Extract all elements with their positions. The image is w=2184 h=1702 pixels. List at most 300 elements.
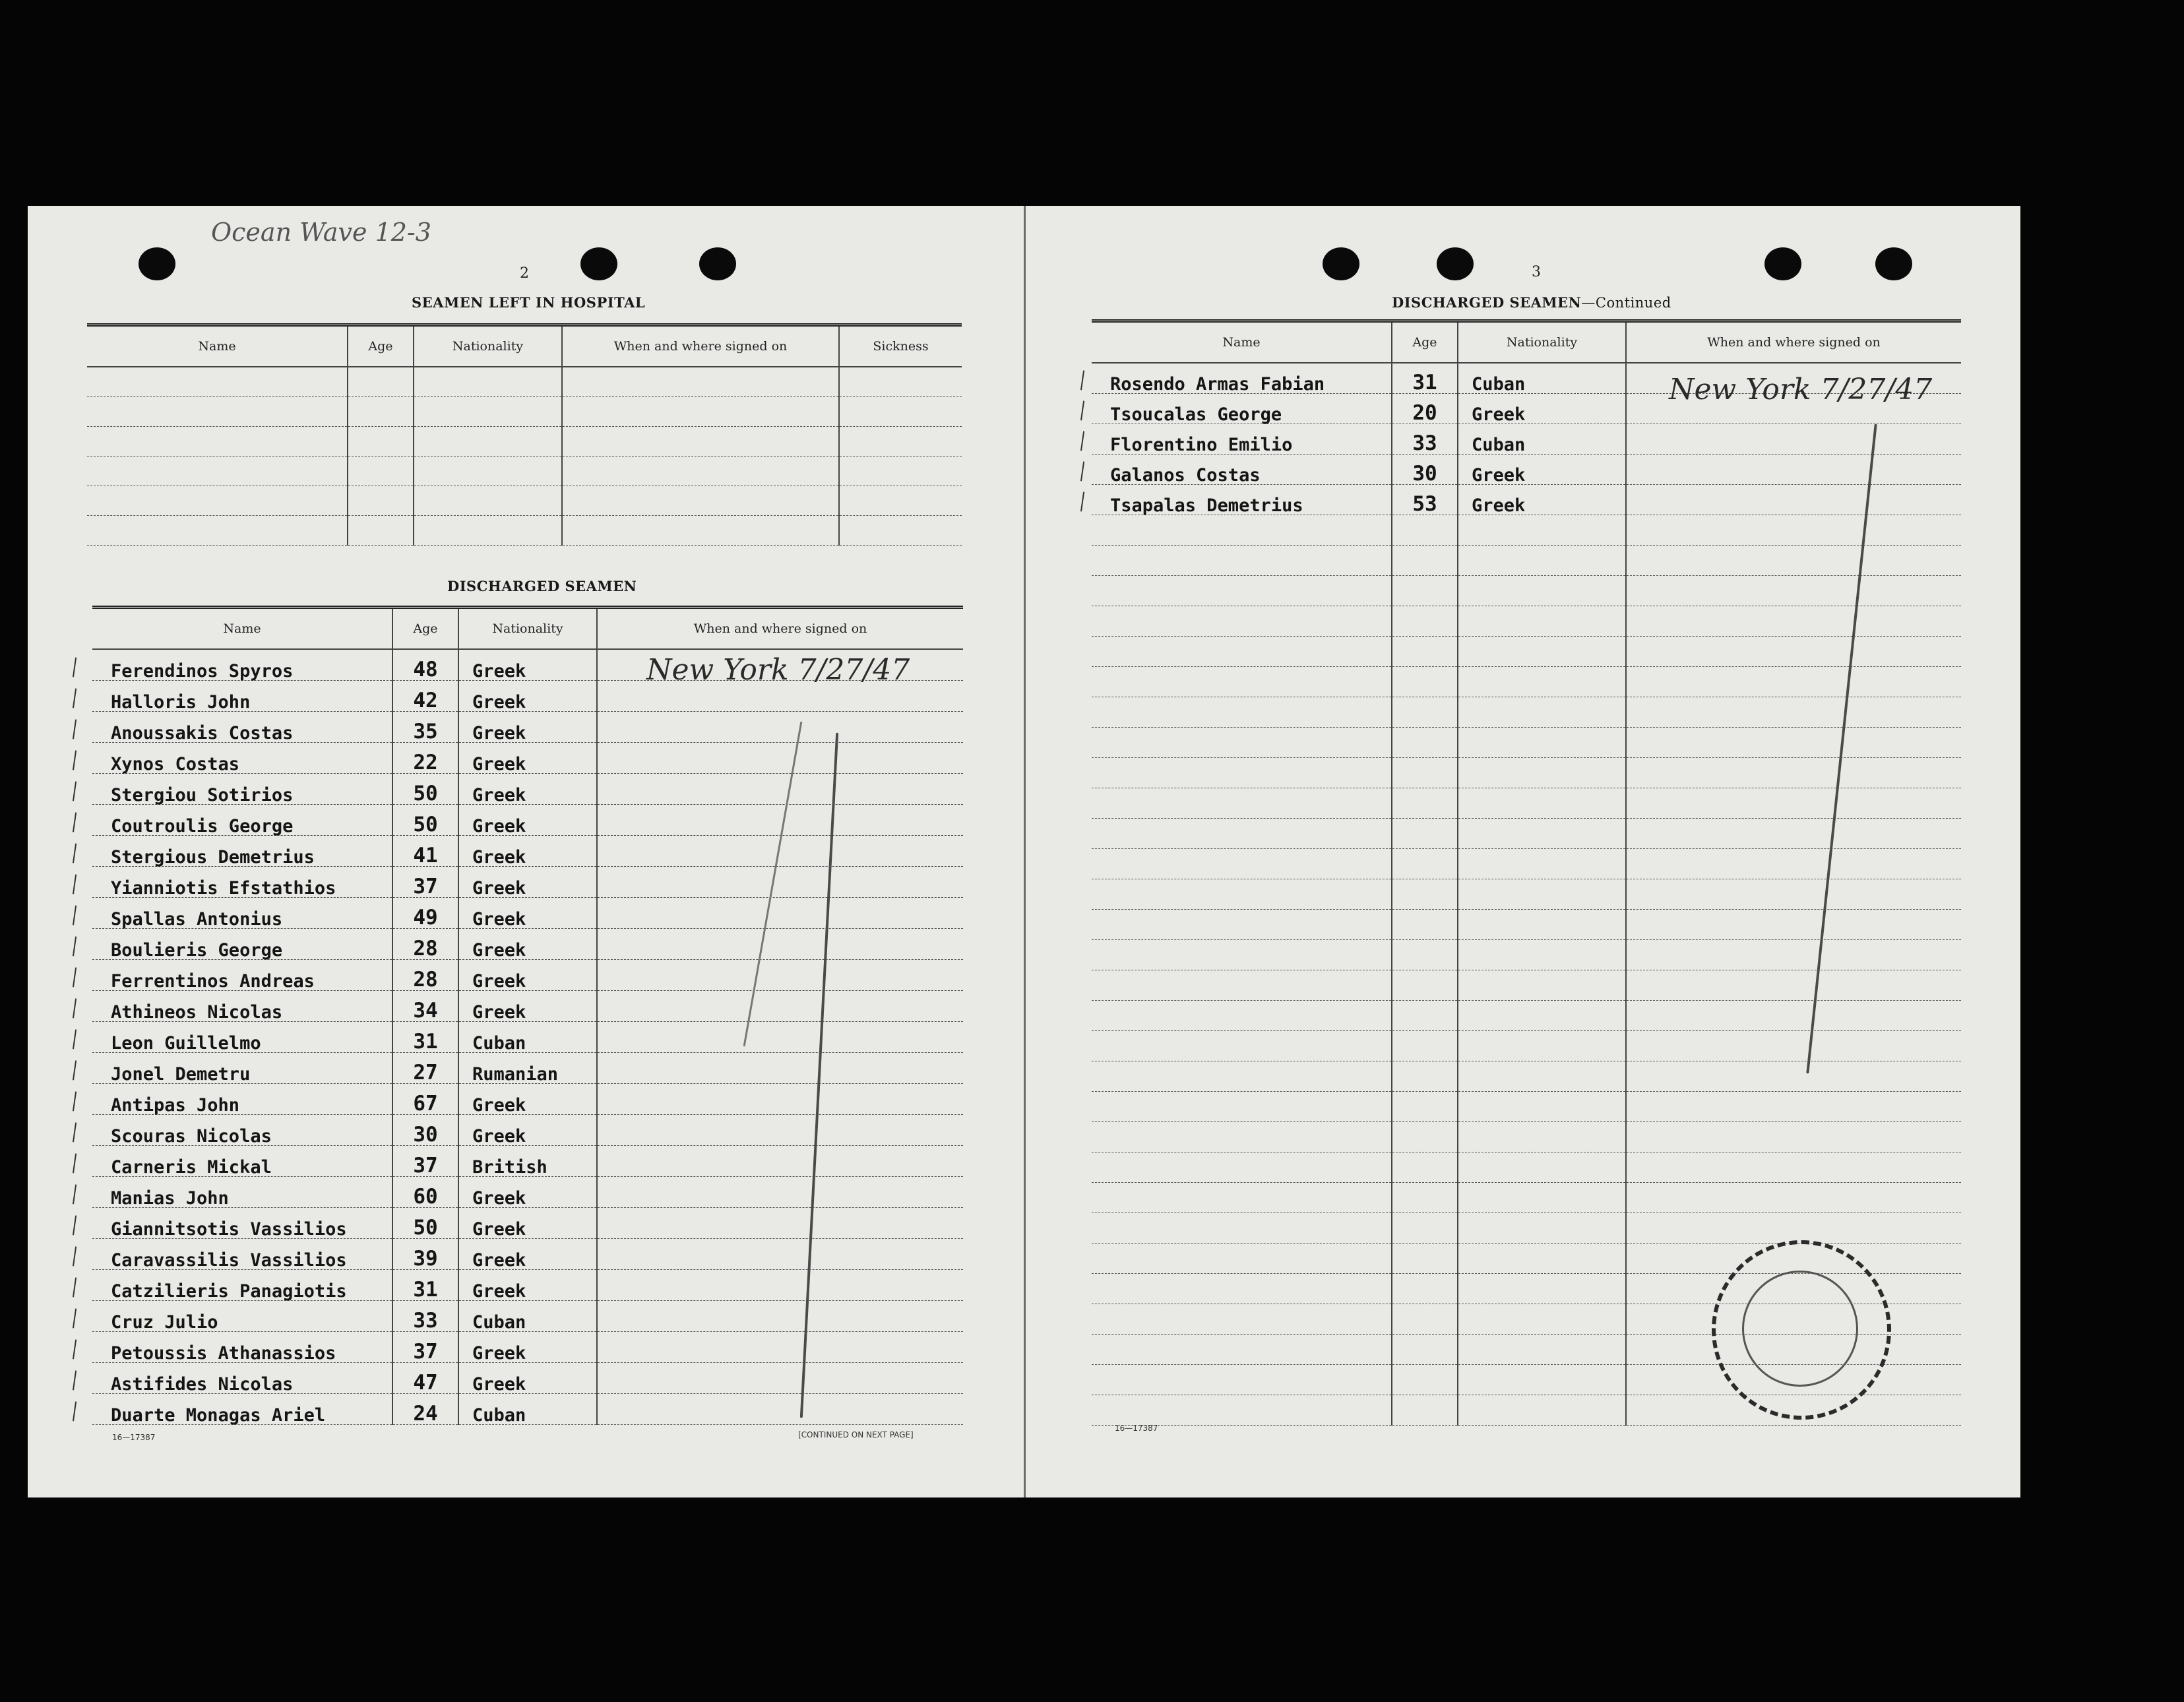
- col-header-nationality: Nationality: [414, 325, 562, 367]
- cell-signed-on: [597, 711, 963, 742]
- punch-hole: [1764, 247, 1801, 280]
- table-row: [1092, 545, 1961, 575]
- cell-nationality: [1458, 757, 1626, 788]
- cell-name: Leon Guillelmo: [92, 1021, 392, 1052]
- cell-nationality: [1458, 1121, 1626, 1152]
- discharged-table: [92, 606, 963, 1425]
- cell-nationality: [1458, 1182, 1626, 1213]
- cell-signed-on: [1626, 454, 1961, 484]
- cell-name: [1092, 757, 1392, 788]
- cell-nationality: Greek: [458, 866, 597, 897]
- cell-signed-on: [1626, 545, 1961, 575]
- cell-name: [1092, 1304, 1392, 1334]
- cell-nationality: [414, 367, 562, 396]
- cell-name: Tsoucalas George: [1092, 393, 1392, 424]
- cell-name: Jonel Demetru: [92, 1052, 392, 1083]
- col-header-signed-on: When and where signed on: [1626, 321, 1961, 363]
- cell-nationality: [1458, 606, 1626, 636]
- continued-note: [CONTINUED ON NEXT PAGE]: [798, 1430, 914, 1439]
- cell-signed-on: [597, 773, 963, 804]
- cell-age: [1392, 1395, 1458, 1425]
- cell-name: Yianniotis Efstathios: [92, 866, 392, 897]
- cell-sickness: [839, 367, 962, 396]
- cell-age: 22: [392, 742, 458, 773]
- table-row: [92, 1145, 963, 1176]
- cell-signed-on: [1626, 879, 1961, 909]
- punch-hole: [1875, 247, 1912, 280]
- cell-age: [348, 486, 414, 515]
- table-row: [92, 990, 963, 1021]
- cell-nationality: [1458, 848, 1626, 879]
- page-number-left: 2: [520, 265, 529, 282]
- signed-on-handwritten-left: New York 7/27/47: [646, 653, 910, 687]
- cell-age: [1392, 636, 1458, 666]
- cell-nationality: [414, 456, 562, 486]
- cell-name: Caravassilis Vassilios: [92, 1238, 392, 1269]
- cell-name: Coutroulis George: [92, 804, 392, 835]
- cell-name: [1092, 606, 1392, 636]
- cell-signed-on: [1626, 788, 1961, 818]
- table-row: [92, 1207, 963, 1238]
- cell-age: 33: [1392, 424, 1458, 454]
- cell-signed-on: [1626, 606, 1961, 636]
- table-row: [92, 1114, 963, 1145]
- cell-age: [1392, 1000, 1458, 1030]
- cell-age: 24: [392, 1393, 458, 1424]
- cell-name: [87, 426, 348, 456]
- cell-nationality: [1458, 666, 1626, 697]
- right-section-title-suffix: —Continued: [1581, 295, 1671, 311]
- cell-name: [1092, 848, 1392, 879]
- cell-age: [1392, 515, 1458, 545]
- cell-signed-on: [597, 1021, 963, 1052]
- cell-signed-on: [1626, 970, 1961, 1000]
- table-row: [1092, 1091, 1961, 1121]
- cell-nationality: [1458, 697, 1626, 727]
- cell-signed-on: [597, 1207, 963, 1238]
- cell-age: 30: [392, 1114, 458, 1145]
- cell-signed-on: [562, 456, 839, 486]
- cell-age: 34: [392, 990, 458, 1021]
- cell-nationality: Greek: [458, 928, 597, 959]
- cell-nationality: Greek: [458, 1238, 597, 1269]
- cell-age: 20: [1392, 393, 1458, 424]
- cell-name: Cruz Julio: [92, 1300, 392, 1331]
- cell-signed-on: [1626, 424, 1961, 454]
- cell-name: [1092, 1243, 1392, 1273]
- cell-name: [1092, 1213, 1392, 1243]
- cell-age: 28: [392, 928, 458, 959]
- cell-signed-on: [597, 1300, 963, 1331]
- table-row: [1092, 939, 1961, 970]
- table-row: [92, 897, 963, 928]
- table-row: [1092, 515, 1961, 545]
- cell-name: [87, 396, 348, 426]
- cell-nationality: [1458, 727, 1626, 757]
- cell-nationality: [414, 486, 562, 515]
- table-row: [92, 1331, 963, 1362]
- punch-hole: [699, 247, 736, 280]
- table-row: [87, 486, 962, 515]
- cell-nationality: [414, 426, 562, 456]
- cell-name: [1092, 970, 1392, 1000]
- cell-sickness: [839, 515, 962, 545]
- table-row: [1092, 909, 1961, 939]
- cell-name: [1092, 879, 1392, 909]
- cell-nationality: [1458, 545, 1626, 575]
- cell-name: Florentino Emilio: [1092, 424, 1392, 454]
- form-number-right: 16—17387: [1115, 1424, 1158, 1433]
- cell-age: [1392, 818, 1458, 848]
- cell-name: Giannitsotis Vassilios: [92, 1207, 392, 1238]
- cell-nationality: Greek: [458, 1362, 597, 1393]
- cell-age: 35: [392, 711, 458, 742]
- cell-nationality: [1458, 1000, 1626, 1030]
- cell-age: 37: [392, 1331, 458, 1362]
- cell-age: 53: [1392, 484, 1458, 515]
- cell-nationality: Greek: [1458, 393, 1626, 424]
- cell-signed-on: [1626, 757, 1961, 788]
- table-row: [87, 515, 962, 545]
- form-number-left: 16—17387: [112, 1433, 156, 1442]
- table-row: [1092, 484, 1961, 515]
- cell-signed-on: [1626, 484, 1961, 515]
- cell-age: 31: [392, 1269, 458, 1300]
- table-row: [92, 711, 963, 742]
- cell-age: [1392, 848, 1458, 879]
- cell-age: [1392, 697, 1458, 727]
- cell-nationality: Greek: [458, 1114, 597, 1145]
- cell-signed-on: [1626, 939, 1961, 970]
- table-row: [87, 396, 962, 426]
- cell-name: Boulieris George: [92, 928, 392, 959]
- col-header-nationality: Nationality: [1458, 321, 1626, 363]
- cell-age: 37: [392, 866, 458, 897]
- cell-name: [1092, 727, 1392, 757]
- cell-signed-on: [562, 515, 839, 545]
- table-row: [1092, 757, 1961, 788]
- cell-nationality: Greek: [458, 649, 597, 680]
- col-header-nationality: Nationality: [458, 608, 597, 650]
- cell-age: [1392, 666, 1458, 697]
- cell-nationality: Rumanian: [458, 1052, 597, 1083]
- page-number-right: 3: [1532, 264, 1541, 280]
- cell-name: [1092, 1000, 1392, 1030]
- cell-nationality: Greek: [458, 1176, 597, 1207]
- right-section-title-main: DISCHARGED SEAMEN: [1392, 294, 1582, 311]
- col-header-signed-on: When and where signed on: [562, 325, 839, 367]
- punch-hole: [580, 247, 617, 280]
- cell-age: 50: [392, 1207, 458, 1238]
- cell-name: [1092, 909, 1392, 939]
- cell-signed-on: [1626, 848, 1961, 879]
- cell-nationality: [1458, 1304, 1626, 1334]
- cell-nationality: [1458, 1243, 1626, 1273]
- cell-name: Stergious Demetrius: [92, 835, 392, 866]
- cell-name: Galanos Costas: [1092, 454, 1392, 484]
- cell-nationality: Greek: [1458, 454, 1626, 484]
- table-row: [92, 1021, 963, 1052]
- cell-age: [1392, 575, 1458, 606]
- cell-age: 41: [392, 835, 458, 866]
- cell-age: 50: [392, 804, 458, 835]
- cell-age: 49: [392, 897, 458, 928]
- table-row: [92, 1362, 963, 1393]
- cell-name: [87, 367, 348, 396]
- cell-signed-on: [597, 804, 963, 835]
- cell-name: Rosendo Armas Fabian: [1092, 363, 1392, 393]
- cell-name: Spallas Antonius: [92, 897, 392, 928]
- table-row: [1092, 1152, 1961, 1182]
- table-row: [92, 959, 963, 990]
- cell-name: [1092, 1091, 1392, 1121]
- cell-name: [1092, 666, 1392, 697]
- cell-signed-on: [597, 959, 963, 990]
- cell-sickness: [839, 456, 962, 486]
- cell-nationality: [1458, 1213, 1626, 1243]
- cell-age: 27: [392, 1052, 458, 1083]
- cell-name: [1092, 1364, 1392, 1395]
- table-row: [1092, 454, 1961, 484]
- cell-signed-on: [1626, 515, 1961, 545]
- cell-nationality: [1458, 879, 1626, 909]
- cell-nationality: Greek: [458, 1331, 597, 1362]
- cell-signed-on: [1626, 1061, 1961, 1091]
- table-row: [87, 456, 962, 486]
- cell-age: [1392, 939, 1458, 970]
- cell-age: [348, 426, 414, 456]
- cell-name: [1092, 1334, 1392, 1364]
- cell-age: [1392, 1273, 1458, 1304]
- cell-signed-on: [562, 367, 839, 396]
- cell-name: [1092, 788, 1392, 818]
- table-row: [1092, 666, 1961, 697]
- cell-name: Anoussakis Costas: [92, 711, 392, 742]
- cell-age: 48: [392, 649, 458, 680]
- table-row: [92, 1300, 963, 1331]
- table-row: [87, 367, 962, 396]
- cell-nationality: [1458, 1061, 1626, 1091]
- date-stamp: [1712, 1240, 1891, 1420]
- cell-nationality: [1458, 515, 1626, 545]
- cell-sickness: [839, 396, 962, 426]
- cell-age: [348, 515, 414, 545]
- table-row: [1092, 697, 1961, 727]
- cell-nationality: Greek: [458, 1207, 597, 1238]
- cell-signed-on: [597, 1269, 963, 1300]
- table-row: [1092, 1182, 1961, 1213]
- cell-name: [87, 456, 348, 486]
- cell-signed-on: [597, 1145, 963, 1176]
- cell-age: [1392, 1243, 1458, 1273]
- cell-sickness: [839, 486, 962, 515]
- page-fold: [1024, 206, 1026, 1497]
- cell-name: Astifides Nicolas: [92, 1362, 392, 1393]
- hospital-section-title: SEAMEN LEFT IN HOSPITAL: [412, 294, 646, 311]
- table-row: [92, 1176, 963, 1207]
- col-header-sickness: Sickness: [839, 325, 962, 367]
- cell-nationality: [1458, 575, 1626, 606]
- col-header-signed-on: When and where signed on: [597, 608, 963, 650]
- cell-signed-on: [1626, 666, 1961, 697]
- cell-signed-on: [597, 928, 963, 959]
- table-row: [92, 866, 963, 897]
- col-header-age: Age: [1392, 321, 1458, 363]
- cell-nationality: Cuban: [458, 1300, 597, 1331]
- cell-age: [1392, 1182, 1458, 1213]
- table-row: [1092, 1061, 1961, 1091]
- cell-nationality: Greek: [458, 804, 597, 835]
- cell-age: [348, 396, 414, 426]
- cell-signed-on: [597, 897, 963, 928]
- cell-nationality: British: [458, 1145, 597, 1176]
- cell-signed-on: [1626, 1182, 1961, 1213]
- cell-age: [1392, 970, 1458, 1000]
- cell-name: [1092, 1182, 1392, 1213]
- table-row: [1092, 970, 1961, 1000]
- cell-age: 37: [392, 1145, 458, 1176]
- cell-signed-on: [597, 1238, 963, 1269]
- table-row: [92, 1269, 963, 1300]
- cell-nationality: [1458, 1030, 1626, 1061]
- cell-name: [1092, 515, 1392, 545]
- cell-nationality: Greek: [458, 897, 597, 928]
- cell-signed-on: [1626, 1091, 1961, 1121]
- cell-age: [1392, 1121, 1458, 1152]
- cell-name: Tsapalas Demetrius: [1092, 484, 1392, 515]
- cell-age: 47: [392, 1362, 458, 1393]
- cell-age: [1392, 545, 1458, 575]
- discharged-section-title: DISCHARGED SEAMEN: [447, 578, 637, 594]
- table-row: [1092, 879, 1961, 909]
- cell-nationality: Cuban: [458, 1393, 597, 1424]
- cell-nationality: Greek: [458, 1083, 597, 1114]
- cell-signed-on: [1626, 1000, 1961, 1030]
- punch-hole: [1437, 247, 1474, 280]
- cell-age: [1392, 1213, 1458, 1243]
- cell-age: [1392, 727, 1458, 757]
- cell-name: [1092, 697, 1392, 727]
- cell-nationality: Greek: [1458, 484, 1626, 515]
- table-row: [1092, 1121, 1961, 1152]
- cell-age: [1392, 1304, 1458, 1334]
- table-row: [92, 1238, 963, 1269]
- cell-signed-on: [1626, 1213, 1961, 1243]
- table-row: [1092, 606, 1961, 636]
- table-row: [1092, 727, 1961, 757]
- table-row: [1092, 1030, 1961, 1061]
- cell-signed-on: [1626, 1030, 1961, 1061]
- cell-signed-on: [597, 742, 963, 773]
- cell-age: [1392, 1334, 1458, 1364]
- cell-age: [1392, 606, 1458, 636]
- cell-signed-on: [562, 426, 839, 456]
- cell-age: 67: [392, 1083, 458, 1114]
- cell-nationality: Greek: [458, 711, 597, 742]
- cell-signed-on: [1626, 1121, 1961, 1152]
- cell-nationality: [1458, 970, 1626, 1000]
- table-row: [92, 1083, 963, 1114]
- cell-age: [348, 456, 414, 486]
- cell-age: 60: [392, 1176, 458, 1207]
- cell-name: [1092, 939, 1392, 970]
- col-header-name: Name: [92, 608, 392, 650]
- cell-name: [1092, 1030, 1392, 1061]
- cell-age: [1392, 757, 1458, 788]
- cell-nationality: [1458, 636, 1626, 666]
- cell-age: [348, 367, 414, 396]
- col-header-age: Age: [392, 608, 458, 650]
- cell-age: [1392, 1061, 1458, 1091]
- cell-nationality: [414, 515, 562, 545]
- table-row: [87, 426, 962, 456]
- cell-name: [1092, 1273, 1392, 1304]
- cell-nationality: [1458, 1152, 1626, 1182]
- cell-name: Xynos Costas: [92, 742, 392, 773]
- cell-name: Catzilieris Panagiotis: [92, 1269, 392, 1300]
- cell-signed-on: [1626, 909, 1961, 939]
- date-stamp-inner-ring: [1742, 1271, 1858, 1387]
- cell-signed-on: [597, 866, 963, 897]
- cell-age: 28: [392, 959, 458, 990]
- cell-age: [1392, 1030, 1458, 1061]
- table-row: [1092, 1000, 1961, 1030]
- cell-signed-on: [1626, 1152, 1961, 1182]
- cell-name: [1092, 1121, 1392, 1152]
- cell-name: Antipas John: [92, 1083, 392, 1114]
- table-row: [1092, 788, 1961, 818]
- table-row: [92, 742, 963, 773]
- cell-nationality: [1458, 909, 1626, 939]
- cell-nationality: Greek: [458, 773, 597, 804]
- cell-name: Stergiou Sotirios: [92, 773, 392, 804]
- table-row: [92, 928, 963, 959]
- cell-nationality: [1458, 788, 1626, 818]
- cell-name: [87, 486, 348, 515]
- cell-sickness: [839, 426, 962, 456]
- cell-signed-on: [597, 1331, 963, 1362]
- table-row: [92, 1393, 963, 1424]
- cell-age: [1392, 1152, 1458, 1182]
- table-row: [1092, 636, 1961, 666]
- punch-hole: [139, 247, 175, 280]
- table-row: [92, 1052, 963, 1083]
- cell-age: [1392, 1091, 1458, 1121]
- cell-age: [1392, 788, 1458, 818]
- cell-name: [1092, 818, 1392, 848]
- cell-name: [1092, 545, 1392, 575]
- col-header-name: Name: [1092, 321, 1392, 363]
- cell-signed-on: [597, 1362, 963, 1393]
- hospital-table: [87, 323, 962, 546]
- cell-nationality: Greek: [458, 990, 597, 1021]
- cell-age: 39: [392, 1238, 458, 1269]
- cell-signed-on: [597, 1393, 963, 1424]
- cell-nationality: [1458, 1364, 1626, 1395]
- cell-name: [1092, 1061, 1392, 1091]
- cell-name: Scouras Nicolas: [92, 1114, 392, 1145]
- cell-nationality: Cuban: [458, 1021, 597, 1052]
- handwritten-vessel-note: Ocean Wave 12-3: [211, 218, 431, 247]
- cell-age: [1392, 879, 1458, 909]
- cell-nationality: Greek: [458, 1269, 597, 1300]
- table-row: [1092, 424, 1961, 454]
- cell-name: Ferendinos Spyros: [92, 649, 392, 680]
- cell-age: [1392, 909, 1458, 939]
- cell-name: [1092, 1152, 1392, 1182]
- cell-age: 33: [392, 1300, 458, 1331]
- table-row: [1092, 575, 1961, 606]
